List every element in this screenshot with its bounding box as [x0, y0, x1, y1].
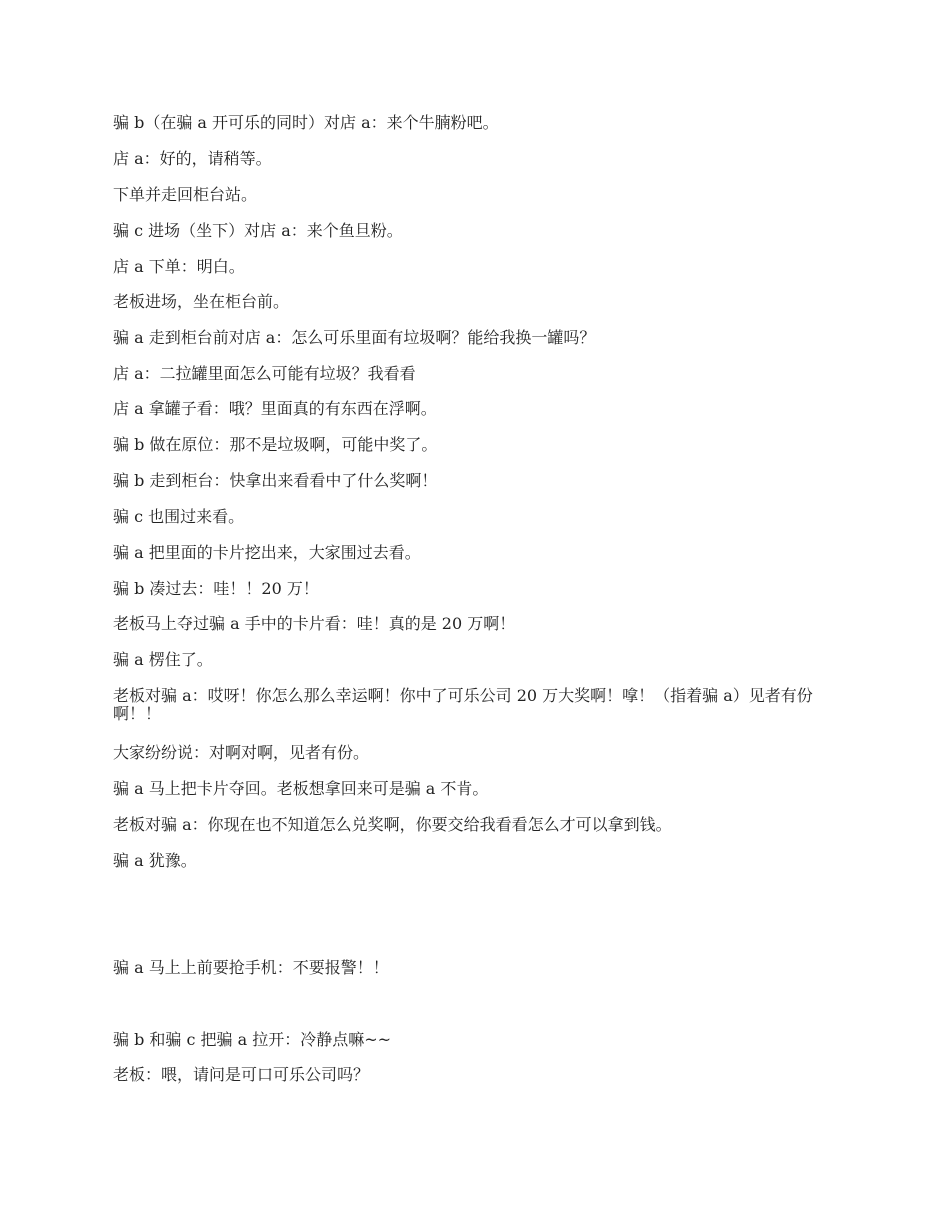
script-line: 店 a：好的，请稍等。	[113, 149, 272, 168]
script-line: 店 a：二拉罐里面怎么可能有垃圾？我看看	[113, 364, 416, 383]
script-line: 店 a 下单：明白。	[113, 257, 245, 276]
script-line: 骗 b 凑过去：哇！！20 万！	[113, 579, 319, 598]
script-line: 骗 a 走到柜台前对店 a：怎么可乐里面有垃圾啊？能给我换一罐吗？	[113, 328, 596, 347]
script-line: 老板对骗 a：你现在也不知道怎么兑奖啊，你要交给我看看怎么才可以拿到钱。	[113, 815, 672, 834]
script-line: 骗 b 和骗 c 把骗 a 拉开：冷静点嘛~~	[113, 1030, 392, 1049]
script-line: 店 a 拿罐子看：哦？里面真的有东西在浮啊。	[113, 399, 437, 418]
script-line: 骗 a 马上上前要抢手机：不要报警！！	[113, 958, 389, 977]
script-line: 骗 b 做在原位：那不是垃圾啊，可能中奖了。	[113, 435, 438, 454]
script-line: 老板：喂，请问是可口可乐公司吗？	[113, 1065, 370, 1084]
script-line: 骗 b（在骗 a 开可乐的同时）对店 a：来个牛腩粉吧。	[113, 113, 499, 132]
script-line: 老板马上夺过骗 a 手中的卡片看：哇！真的是 20 万啊！	[113, 614, 516, 633]
script-line: 老板进场，坐在柜台前。	[113, 292, 290, 311]
script-line: 骗 b 走到柜台：快拿出来看看中了什么奖啊！	[113, 471, 438, 490]
script-line: 骗 c 也围过来看。	[113, 507, 245, 526]
script-line: 骗 c 进场（坐下）对店 a：来个鱼旦粉。	[113, 221, 403, 240]
script-line: 骗 a 马上把卡片夺回。老板想拿回来可是骗 a 不肯。	[113, 779, 489, 798]
script-line: 骗 a 楞住了。	[113, 650, 213, 669]
script-line: 下单并走回柜台站。	[113, 185, 258, 204]
script-line: 大家纷纷说：对啊对啊，见者有份。	[113, 743, 370, 762]
script-line: 骗 a 把里面的卡片挖出来，大家围过去看。	[113, 543, 421, 562]
script-line: 骗 a 犹豫。	[113, 851, 197, 870]
script-line-wrapped: 老板对骗 a：哎呀！你怎么那么幸运啊！你中了可乐公司 20 万大奖啊！嗱！（指着骗 a）见者有份啊！！	[113, 686, 813, 723]
